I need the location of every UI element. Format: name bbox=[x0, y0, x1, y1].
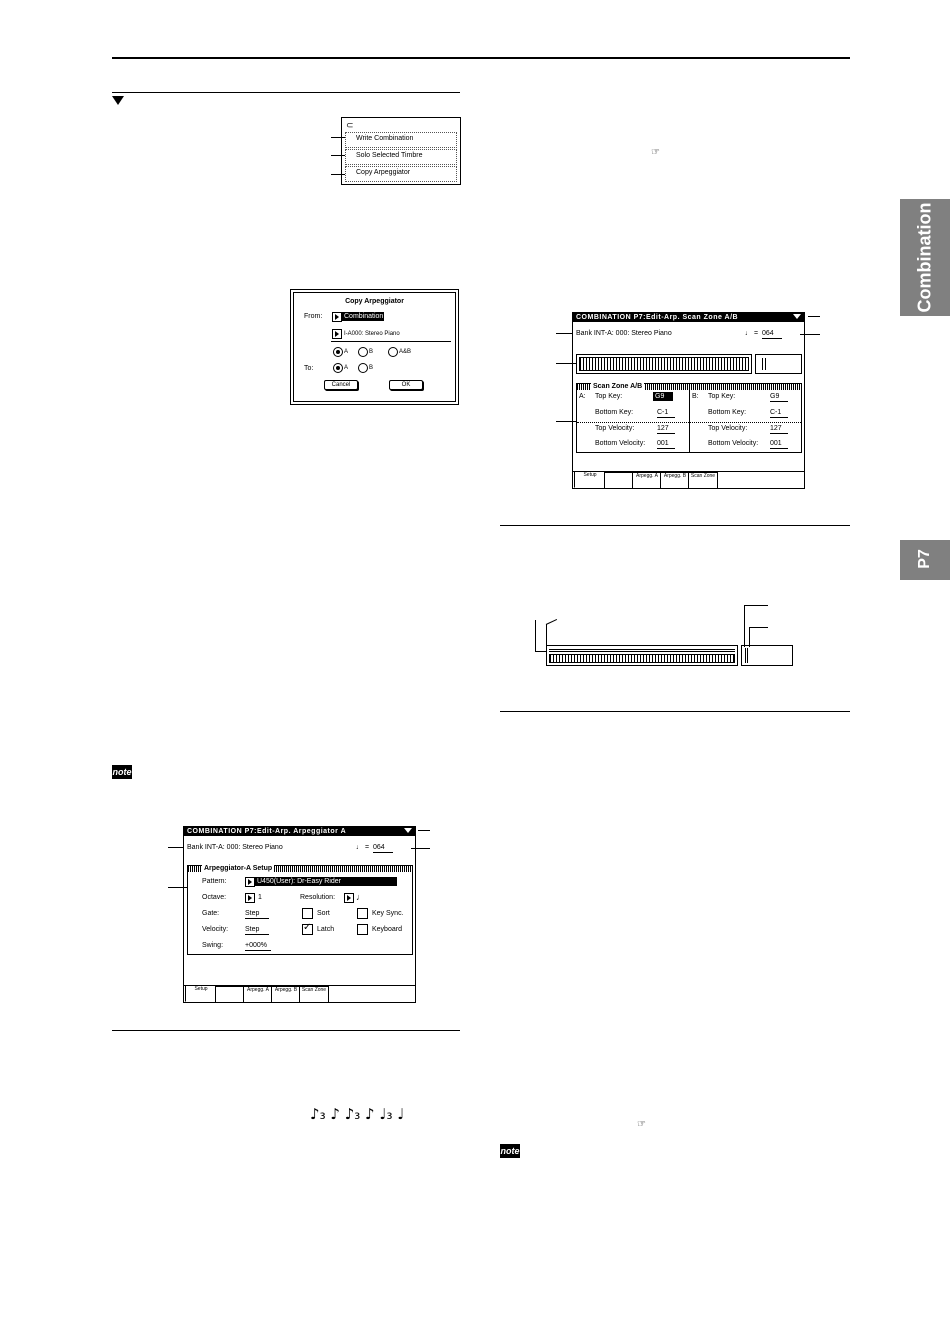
menu-item-write-combination[interactable]: Write Combination bbox=[345, 132, 457, 148]
menu-item-solo-selected-timbre[interactable]: Solo Selected Timbre bbox=[345, 149, 457, 165]
keyboard-display bbox=[576, 354, 752, 374]
pattern-popup-arrow[interactable] bbox=[245, 877, 255, 887]
tab-scan-zone[interactable]: Scan Zone bbox=[299, 986, 329, 1002]
tab-arpegg-a[interactable]: Arpegg. A bbox=[243, 986, 273, 1002]
top-velocity-b[interactable]: 127 bbox=[770, 425, 788, 434]
source-popup-arrow[interactable] bbox=[332, 329, 342, 339]
side-tab-page bbox=[900, 540, 950, 580]
sort-checkbox[interactable] bbox=[302, 908, 313, 919]
gate-value[interactable]: Step bbox=[245, 910, 269, 919]
arpeggiator-a-screen bbox=[183, 826, 416, 1003]
callout-line bbox=[546, 619, 557, 625]
bottom-velocity-b[interactable]: 001 bbox=[770, 440, 788, 449]
callout-line bbox=[556, 333, 572, 334]
tempo-value[interactable]: 064 bbox=[373, 844, 393, 853]
tempo-label: ♩ = bbox=[356, 844, 370, 851]
tab-setup[interactable]: Setup bbox=[185, 985, 217, 1002]
arpeggiator-setup-section: Arpeggiator-A Setup Pattern: U450(User): Dr-Easy Rider Octave: 1 Resolution: ♩ Gate: Step Sort Key Sync. Velocity: Step ✓ Latch Keyboard Swing: +000% bbox=[187, 865, 413, 955]
side-tab-combination-label: Combination bbox=[914, 202, 935, 313]
tab-arpegg-a[interactable]: Arpegg. A bbox=[632, 472, 662, 488]
reference-pointer-icon: ☞ bbox=[651, 147, 660, 158]
resolution-value[interactable]: ♩ bbox=[356, 892, 365, 902]
keyboard-checkbox[interactable] bbox=[357, 924, 368, 935]
page-menu-icon[interactable] bbox=[793, 314, 801, 319]
velocity-display bbox=[755, 354, 802, 374]
octave-popup-arrow[interactable] bbox=[245, 893, 255, 903]
from-popup-arrow[interactable] bbox=[332, 312, 342, 322]
reference-pointer-icon: ☞ bbox=[637, 1119, 646, 1130]
top-velocity-a[interactable]: 127 bbox=[657, 425, 675, 434]
section-rule-bottom-left bbox=[112, 1030, 460, 1031]
bank-program[interactable]: Bank INT-A: 000: Stereo Piano bbox=[187, 844, 283, 851]
callout-line bbox=[749, 627, 768, 628]
check-icon: ✓ bbox=[303, 922, 312, 933]
dialog-title: Copy Arpeggiator bbox=[345, 298, 404, 305]
tab-scan-zone[interactable]: Scan Zone bbox=[688, 472, 718, 488]
callout-line bbox=[749, 627, 750, 647]
velocity-diagram bbox=[741, 645, 793, 666]
callout-line bbox=[168, 847, 184, 848]
from-radio-b[interactable] bbox=[358, 347, 368, 357]
menu-cursor-icon: ⊂ bbox=[346, 120, 354, 130]
pattern-value[interactable]: U450(User): Dr-Easy Rider bbox=[255, 877, 397, 886]
key-sync-checkbox[interactable] bbox=[357, 908, 368, 919]
scan-screen-title: COMBINATION P7:Edit-Arp. Scan Zone A/B bbox=[573, 313, 804, 322]
header-rule bbox=[112, 57, 850, 59]
callout-line bbox=[744, 605, 745, 647]
resolution-note-symbols: ♪₃ ♪ ♪₃ ♪ ♩₃ ♩ bbox=[310, 1105, 405, 1123]
callout-line bbox=[808, 316, 820, 317]
callout-line bbox=[168, 887, 188, 888]
scan-zone-section: Scan Zone A/B A: B: Top Key: G9 Bottom Key: C-1 Top Velocity: 127 Bottom Velocity: 001 Top Key: G9 Bottom Key: C-1 Top Velocity: 127 Bottom Velocity: 001 bbox=[576, 383, 802, 453]
from-radio-ab[interactable] bbox=[388, 347, 398, 357]
callout-line bbox=[331, 137, 345, 138]
arp-tab-bar bbox=[184, 985, 415, 1002]
callout-line bbox=[556, 421, 576, 422]
bottom-velocity-a[interactable]: 001 bbox=[657, 440, 675, 449]
tab-arpegg-b[interactable]: Arpegg. B bbox=[660, 472, 690, 488]
to-label: To: bbox=[304, 365, 314, 372]
tab-empty[interactable] bbox=[215, 986, 245, 1002]
scan-zone-screen bbox=[572, 312, 805, 489]
top-key-b[interactable]: G9 bbox=[770, 393, 788, 402]
tempo-value[interactable]: 064 bbox=[762, 330, 782, 339]
callout-line bbox=[331, 174, 345, 175]
callout-line bbox=[744, 605, 768, 606]
callout-line bbox=[556, 363, 576, 364]
side-tab-combination bbox=[900, 199, 950, 316]
to-radio-b[interactable] bbox=[358, 363, 368, 373]
section-rule-left bbox=[112, 92, 460, 93]
callout-line bbox=[546, 624, 547, 648]
callout-line bbox=[411, 848, 430, 849]
from-value[interactable]: Combination bbox=[344, 313, 384, 320]
callout-line bbox=[418, 830, 430, 831]
scan-tab-bar bbox=[573, 471, 804, 488]
from-label: From: bbox=[304, 313, 323, 320]
copy-arpeggiator-dialog: Copy Arpeggiator From: Combination I-A000: Stereo Piano A B A&B To: A B Cancel OK bbox=[290, 289, 459, 405]
bank-program[interactable]: Bank INT-A: 000: Stereo Piano bbox=[576, 330, 672, 337]
tab-arpegg-b[interactable]: Arpegg. B bbox=[271, 986, 301, 1002]
section-rule-right bbox=[500, 525, 850, 526]
source-value[interactable]: I-A000: Stereo Piano bbox=[344, 331, 400, 337]
note-icon: note bbox=[500, 1146, 520, 1156]
from-radio-a[interactable] bbox=[333, 347, 343, 357]
top-key-a[interactable]: G9 bbox=[653, 392, 673, 401]
velocity-value[interactable]: Step bbox=[245, 926, 269, 935]
callout-line bbox=[535, 651, 547, 652]
note-icon: note bbox=[112, 767, 132, 777]
side-tab-page-label: P7 bbox=[916, 549, 933, 569]
tab-empty[interactable] bbox=[604, 472, 634, 488]
swing-value[interactable]: +000% bbox=[245, 942, 271, 951]
bottom-key-a[interactable]: C-1 bbox=[657, 409, 675, 418]
callout-line bbox=[800, 334, 820, 335]
octave-value[interactable]: 1 bbox=[258, 894, 262, 901]
ok-button[interactable]: OK bbox=[389, 380, 423, 390]
tempo-label: ♩ = bbox=[745, 330, 759, 337]
callout-line bbox=[331, 155, 345, 156]
section-rule-right-2 bbox=[500, 711, 850, 712]
tab-setup[interactable]: Setup bbox=[574, 471, 606, 488]
cancel-button[interactable]: Cancel bbox=[324, 380, 358, 390]
page-menu bbox=[341, 117, 461, 185]
arp-screen-title: COMBINATION P7:Edit-Arp. Arpeggiator A bbox=[184, 827, 415, 836]
latch-checkbox[interactable] bbox=[302, 924, 313, 935]
down-triangle-icon bbox=[112, 96, 124, 105]
resolution-popup-arrow[interactable] bbox=[344, 893, 354, 903]
bottom-key-b[interactable]: C-1 bbox=[770, 409, 788, 418]
menu-item-copy-arpeggiator[interactable]: Copy Arpeggiator bbox=[345, 166, 457, 182]
keyboard-diagram bbox=[546, 645, 738, 666]
callout-line bbox=[535, 620, 536, 652]
page-menu-icon[interactable] bbox=[404, 828, 412, 833]
to-radio-a[interactable] bbox=[333, 363, 343, 373]
